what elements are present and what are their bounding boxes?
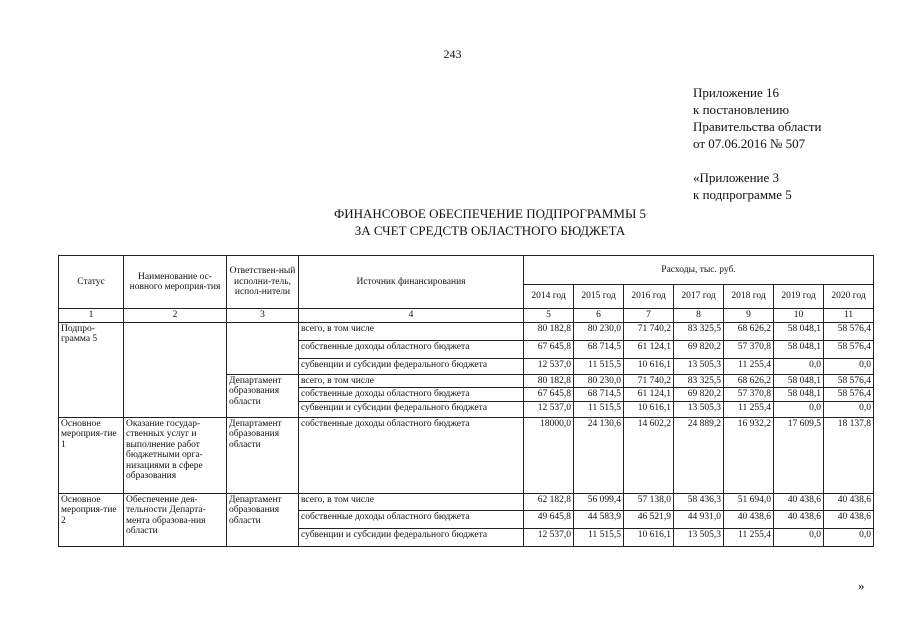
header-responsible: Ответствен-ный исполни-тель, испол-нители [227, 256, 299, 309]
appendix-line: от 07.06.2016 № 507 [693, 136, 806, 151]
header-status: Статус [59, 256, 124, 309]
value-cell: 58 048,1 [774, 322, 824, 340]
value-cell: 10 616,1 [624, 528, 674, 546]
value-cell: 0,0 [824, 358, 874, 374]
value-cell: 83 325,5 [674, 322, 724, 340]
value-cell: 0,0 [824, 528, 874, 546]
value-cell: 51 694,0 [724, 493, 774, 510]
column-index: 7 [624, 309, 674, 323]
value-cell: 0,0 [824, 401, 874, 417]
title-line: ЗА СЧЕТ СРЕДСТВ ОБЛАСТНОГО БЮДЖЕТА [354, 223, 626, 238]
appendix-line: «Приложение 3 [693, 170, 780, 185]
header-year: 2020 год [824, 285, 874, 309]
name-cell: Оказание государ-ственных услуг и выполнение работ бюджетными орга-низациями в сфере образования [124, 417, 227, 493]
value-cell: 10 616,1 [624, 401, 674, 417]
value-cell: 58 048,1 [774, 374, 824, 388]
responsible-cell: Департамент образования области [227, 374, 299, 417]
appendix-line: к подпрограмме 5 [693, 187, 792, 202]
value-cell: 58 576,4 [824, 374, 874, 388]
value-cell: 11 255,4 [724, 528, 774, 546]
source-cell: субвенции и субсидии федерального бюджета [299, 358, 524, 374]
value-cell: 40 438,6 [824, 493, 874, 510]
value-cell: 13 505,3 [674, 528, 724, 546]
value-cell: 10 616,1 [624, 358, 674, 374]
value-cell: 11 515,5 [574, 401, 624, 417]
header-year: 2014 год [524, 285, 574, 309]
appendix-line: Приложение 16 [693, 85, 780, 100]
value-cell: 56 099,4 [574, 493, 624, 510]
value-cell: 57 138,0 [624, 493, 674, 510]
column-index: 8 [674, 309, 724, 323]
source-cell: всего, в том числе [299, 493, 524, 510]
column-index: 9 [724, 309, 774, 323]
value-cell: 58 436,3 [674, 493, 724, 510]
financing-table [58, 255, 874, 547]
name-cell: Обеспечение дея-тельности Департа-мента образова-ния области [124, 493, 227, 546]
value-cell: 61 124,1 [624, 340, 674, 358]
value-cell: 40 438,6 [824, 510, 874, 528]
value-cell: 14 602,2 [624, 417, 674, 493]
value-cell: 68 626,2 [724, 374, 774, 388]
source-cell: собственные доходы областного бюджета [299, 510, 524, 528]
value-cell: 11 255,4 [724, 358, 774, 374]
value-cell: 80 182,8 [524, 374, 574, 388]
column-index: 2 [124, 309, 227, 323]
value-cell: 11 515,5 [574, 528, 624, 546]
value-cell: 57 370,8 [724, 340, 774, 358]
value-cell: 24 889,2 [674, 417, 724, 493]
source-cell: собственные доходы областного бюджета [299, 417, 524, 493]
value-cell: 0,0 [774, 358, 824, 374]
value-cell: 0,0 [774, 528, 824, 546]
appendix-note [693, 84, 822, 152]
sub-appendix-note [693, 169, 792, 203]
column-index: 10 [774, 309, 824, 323]
value-cell: 49 645,8 [524, 510, 574, 528]
value-cell: 13 505,3 [674, 401, 724, 417]
source-cell: субвенции и субсидии федерального бюджета [299, 528, 524, 546]
header-name: Наименование ос-новного мероприя-тия [124, 256, 227, 309]
header-year: 2015 год [574, 285, 624, 309]
value-cell: 40 438,6 [724, 510, 774, 528]
header-year: 2019 год [774, 285, 824, 309]
value-cell: 71 740,2 [624, 374, 674, 388]
value-cell: 61 124,1 [624, 388, 674, 402]
value-cell: 40 438,6 [774, 493, 824, 510]
title-line: ФИНАНСОВОЕ ОБЕСПЕЧЕНИЕ ПОДПРОГРАММЫ 5 [333, 206, 647, 221]
value-cell: 58 576,4 [824, 322, 874, 340]
appendix-line: к постановлению [693, 102, 790, 117]
page-number: 243 [443, 47, 462, 61]
name-cell [124, 322, 227, 417]
value-cell: 69 820,2 [674, 340, 724, 358]
value-cell: 44 931,0 [674, 510, 724, 528]
source-cell: собственные доходы областного бюджета [299, 388, 524, 402]
value-cell: 68 714,5 [574, 388, 624, 402]
value-cell: 58 048,1 [774, 340, 824, 358]
value-cell: 68 626,2 [724, 322, 774, 340]
value-cell: 12 537,0 [524, 528, 574, 546]
header-year: 2018 год [724, 285, 774, 309]
source-cell: всего, в том числе [299, 322, 524, 340]
column-index: 5 [524, 309, 574, 323]
value-cell: 13 505,3 [674, 358, 724, 374]
value-cell: 0,0 [774, 401, 824, 417]
value-cell: 67 645,8 [524, 388, 574, 402]
value-cell: 69 820,2 [674, 388, 724, 402]
value-cell: 58 576,4 [824, 388, 874, 402]
value-cell: 18000,0 [524, 417, 574, 493]
header-source: Источник финансирования [299, 256, 524, 309]
value-cell: 80 230,0 [574, 374, 624, 388]
value-cell: 12 537,0 [524, 358, 574, 374]
value-cell: 17 609,5 [774, 417, 824, 493]
header-year: 2016 год [624, 285, 674, 309]
continuation-mark: » [858, 578, 865, 593]
column-index: 6 [574, 309, 624, 323]
source-cell: собственные доходы областного бюджета [299, 340, 524, 358]
value-cell: 44 583,9 [574, 510, 624, 528]
value-cell: 68 714,5 [574, 340, 624, 358]
table-row [59, 417, 874, 493]
column-index: 3 [227, 309, 299, 323]
column-index-row [59, 309, 874, 323]
document-title [0, 205, 905, 239]
value-cell: 58 048,1 [774, 388, 824, 402]
value-cell: 71 740,2 [624, 322, 674, 340]
responsible-cell: Департамент образования области [227, 493, 299, 546]
table-row [59, 493, 874, 510]
status-cell: Основное мероприя-тие 2 [59, 493, 124, 546]
value-cell: 16 932,2 [724, 417, 774, 493]
value-cell: 67 645,8 [524, 340, 574, 358]
responsible-cell: Департамент образования области [227, 417, 299, 493]
status-cell: Подпро-грамма 5 [59, 322, 124, 417]
value-cell: 83 325,5 [674, 374, 724, 388]
responsible-cell [227, 322, 299, 374]
value-cell: 80 230,0 [574, 322, 624, 340]
column-index: 11 [824, 309, 874, 323]
value-cell: 24 130,6 [574, 417, 624, 493]
value-cell: 62 182,8 [524, 493, 574, 510]
value-cell: 11 255,4 [724, 401, 774, 417]
value-cell: 11 515,5 [574, 358, 624, 374]
value-cell: 80 182,8 [524, 322, 574, 340]
value-cell: 58 576,4 [824, 340, 874, 358]
value-cell: 46 521,9 [624, 510, 674, 528]
value-cell: 40 438,6 [774, 510, 824, 528]
value-cell: 12 537,0 [524, 401, 574, 417]
column-index: 1 [59, 309, 124, 323]
header-year: 2017 год [674, 285, 724, 309]
appendix-line: Правительства области [693, 119, 822, 134]
source-cell: субвенции и субсидии федерального бюджета [299, 401, 524, 417]
value-cell: 57 370,8 [724, 388, 774, 402]
column-index: 4 [299, 309, 524, 323]
table-row [59, 322, 874, 340]
header-expenses: Расходы, тыс. руб. [524, 256, 874, 285]
source-cell: всего, в том числе [299, 374, 524, 388]
status-cell: Основное мероприя-тие 1 [59, 417, 124, 493]
value-cell: 18 137,8 [824, 417, 874, 493]
